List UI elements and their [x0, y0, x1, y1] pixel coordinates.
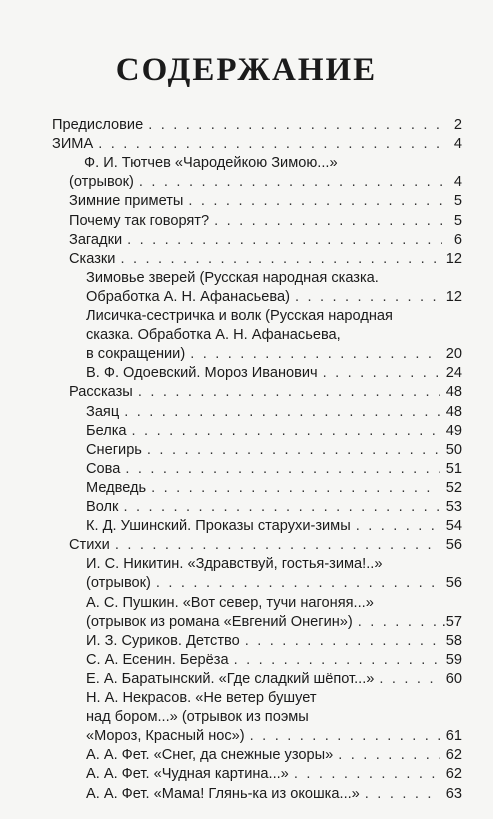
toc-entry: [86, 631, 462, 651]
toc-entry: [86, 344, 462, 364]
toc-entry-title: А. А. Фет. «Чудная картина...»: [86, 766, 289, 783]
toc-entry-title: С. А. Есенин. Берёза: [86, 651, 229, 668]
dot-leader: [123, 497, 439, 517]
toc-entry-page: 56: [445, 537, 462, 554]
toc-entry-title: Обработка А. Н. Афанасьева): [86, 288, 290, 305]
toc-entry: [86, 784, 462, 804]
toc-entry-page: 58: [445, 632, 462, 649]
toc-entry: [86, 421, 462, 441]
dot-leader: [147, 440, 440, 460]
dot-leader: [148, 115, 442, 135]
dot-leader: [295, 287, 440, 307]
toc-entry-page: 63: [445, 785, 462, 802]
dot-leader: [124, 402, 440, 422]
toc-entry: [86, 268, 462, 288]
toc-entry-title: Почему так говорят?: [69, 212, 210, 229]
toc-entry-title: А. А. Фет. «Мама! Глянь-ка из окошка...»: [86, 785, 360, 802]
toc-entry: [69, 211, 462, 231]
toc-entry: [69, 172, 462, 192]
toc-entry-page: 5: [453, 193, 462, 210]
toc-entry-title: Белка: [86, 422, 127, 439]
toc-entry: [86, 726, 462, 746]
toc-entry: [69, 535, 462, 555]
toc-entry: [86, 669, 462, 689]
toc-entry-page: 52: [445, 479, 462, 496]
toc-entry-title: Заяц: [86, 403, 120, 420]
toc-entry: [86, 573, 462, 593]
dot-leader: [379, 669, 439, 689]
toc-entry-title: Зимние приметы: [69, 193, 184, 210]
toc-entry: [86, 459, 462, 479]
toc-entry-page: 12: [445, 288, 462, 305]
dot-leader: [188, 191, 442, 211]
toc-entry: [69, 230, 462, 250]
toc-entry-page: 4: [453, 174, 462, 191]
toc-entry-title: в сокращении): [86, 346, 186, 363]
dot-leader: [120, 249, 439, 269]
toc-entry-page: .57: [441, 613, 462, 630]
toc-entry-title: (отрывок): [86, 575, 151, 592]
toc-entry: [86, 707, 462, 727]
dot-leader: [125, 459, 439, 479]
toc-entry: [86, 497, 462, 517]
toc-entry-title: В. Ф. Одоевский. Мороз Иванович: [86, 365, 318, 382]
toc-entry-title: сказка. Обработка А. Н. Афанасьева,: [86, 327, 341, 344]
dot-leader: [358, 612, 436, 632]
dot-leader: [156, 573, 440, 593]
toc-entry: [86, 306, 462, 326]
dot-leader: [115, 535, 440, 555]
dot-leader: [127, 230, 442, 250]
toc-entry: [86, 287, 462, 307]
toc-entry-page: 5: [453, 212, 462, 229]
dot-leader: [338, 745, 440, 765]
toc-entry: [86, 593, 462, 613]
toc-entry-title: Рассказы: [69, 384, 133, 401]
dot-leader: [151, 478, 440, 498]
toc-entry: [86, 516, 462, 536]
toc-entry: [69, 249, 462, 269]
toc-entry-title: Загадки: [69, 231, 123, 248]
toc-entry-page: 49: [445, 422, 462, 439]
toc-entry-page: 53: [445, 499, 462, 515]
toc-entry-title: ЗИМА: [52, 136, 94, 153]
dot-leader: [294, 764, 440, 784]
toc-entry: [86, 325, 462, 345]
toc-entry: [86, 440, 462, 460]
toc-entry-page: 48: [445, 384, 462, 401]
toc-entry-page: 20: [445, 346, 462, 363]
dot-leader: [250, 726, 440, 746]
toc-entry-title: Лисичка-сестричка и волк (Русская народная: [86, 308, 393, 324]
toc-entry: [86, 745, 462, 765]
dot-leader: [323, 363, 440, 383]
toc-entry-title: (отрывок): [69, 174, 134, 191]
toc-entry-title: Предисловие: [52, 117, 144, 133]
dot-leader: [132, 421, 440, 441]
dot-leader: [138, 382, 440, 402]
toc-entry-title: «Мороз, Красный нос»): [86, 728, 245, 745]
toc-entry: [86, 764, 462, 784]
toc-entry-title: Стихи: [69, 537, 110, 554]
dot-leader: [234, 650, 440, 670]
toc-entry-title: Н. А. Некрасов. «Не ветер бушует: [86, 690, 317, 706]
toc-entry-title: К. Д. Ушинский. Проказы старухи-зимы: [86, 518, 351, 535]
toc-entry-title: А. С. Пушкин. «Вот север, тучи нагоняя...»: [86, 594, 374, 611]
toc-entry-page: 12: [445, 250, 462, 267]
dot-leader: [139, 172, 442, 192]
toc-entry-page: 60: [445, 670, 462, 687]
dot-leader: [245, 631, 440, 651]
toc-entry: [86, 554, 462, 574]
toc-entry-title: Е. А. Баратынский. «Где сладкий шёпот...»: [86, 670, 375, 687]
toc-entry-page: 61: [445, 728, 462, 745]
toc-entry-title: И. З. Суриков. Детство: [86, 632, 240, 649]
toc-entry: [86, 363, 462, 383]
dot-leader: [98, 134, 442, 154]
toc-entry-title: Медведь: [86, 479, 147, 496]
toc-entry: [86, 402, 462, 422]
toc-entry-page: 48: [445, 403, 462, 420]
toc-entry-title: Снегирь: [86, 441, 142, 458]
toc-entry: [86, 688, 462, 708]
dot-leader: [365, 784, 440, 804]
toc-entry-title: Волк: [86, 499, 119, 515]
dot-leader: [214, 211, 442, 231]
toc-entry-title: Сова: [86, 460, 121, 477]
toc-entry-title: Зимовье зверей (Русская народная сказка.: [86, 269, 379, 286]
toc-entry: [52, 134, 462, 154]
toc-entry-page: 6: [453, 231, 462, 248]
toc-entry-page: 4: [453, 136, 462, 153]
toc-entry-page: 62: [445, 766, 462, 783]
toc-entry: [69, 191, 462, 211]
toc-entry-page: 54: [445, 518, 462, 535]
toc-entry: [86, 478, 462, 498]
toc-entry: [86, 650, 462, 670]
toc-entry-page: 24: [445, 365, 462, 382]
toc-entry-page: 59: [445, 651, 462, 668]
toc-entry-title: Ф. И. Тютчев «Чародейкою Зимою...»: [84, 155, 338, 172]
toc-entry: [86, 612, 462, 632]
toc-entry-page: 51: [445, 460, 462, 477]
toc-entry: [69, 382, 462, 402]
toc-entry-title: над бором...» (отрывок из поэмы: [86, 709, 309, 726]
dot-leader: [356, 516, 440, 536]
toc-entry-title: И. С. Никитин. «Здравствуй, гостья-зима!..»: [86, 556, 383, 573]
toc-entry: [84, 153, 462, 173]
dot-leader: [190, 344, 440, 364]
toc-entry-page: 56: [445, 575, 462, 592]
toc-entry-title: (отрывок из романа «Евгений Онегин»): [86, 613, 353, 630]
toc-entry-title: Сказки: [69, 250, 116, 267]
toc-entry: [52, 115, 462, 135]
page-title: СОДЕРЖАНИЕ: [115, 52, 378, 88]
toc-entry-page: 2: [453, 117, 462, 133]
toc-entry-page: 62: [445, 747, 462, 764]
toc-entry-page: 50: [445, 441, 462, 458]
toc-entry-title: А. А. Фет. «Снег, да снежные узоры»: [86, 747, 334, 764]
